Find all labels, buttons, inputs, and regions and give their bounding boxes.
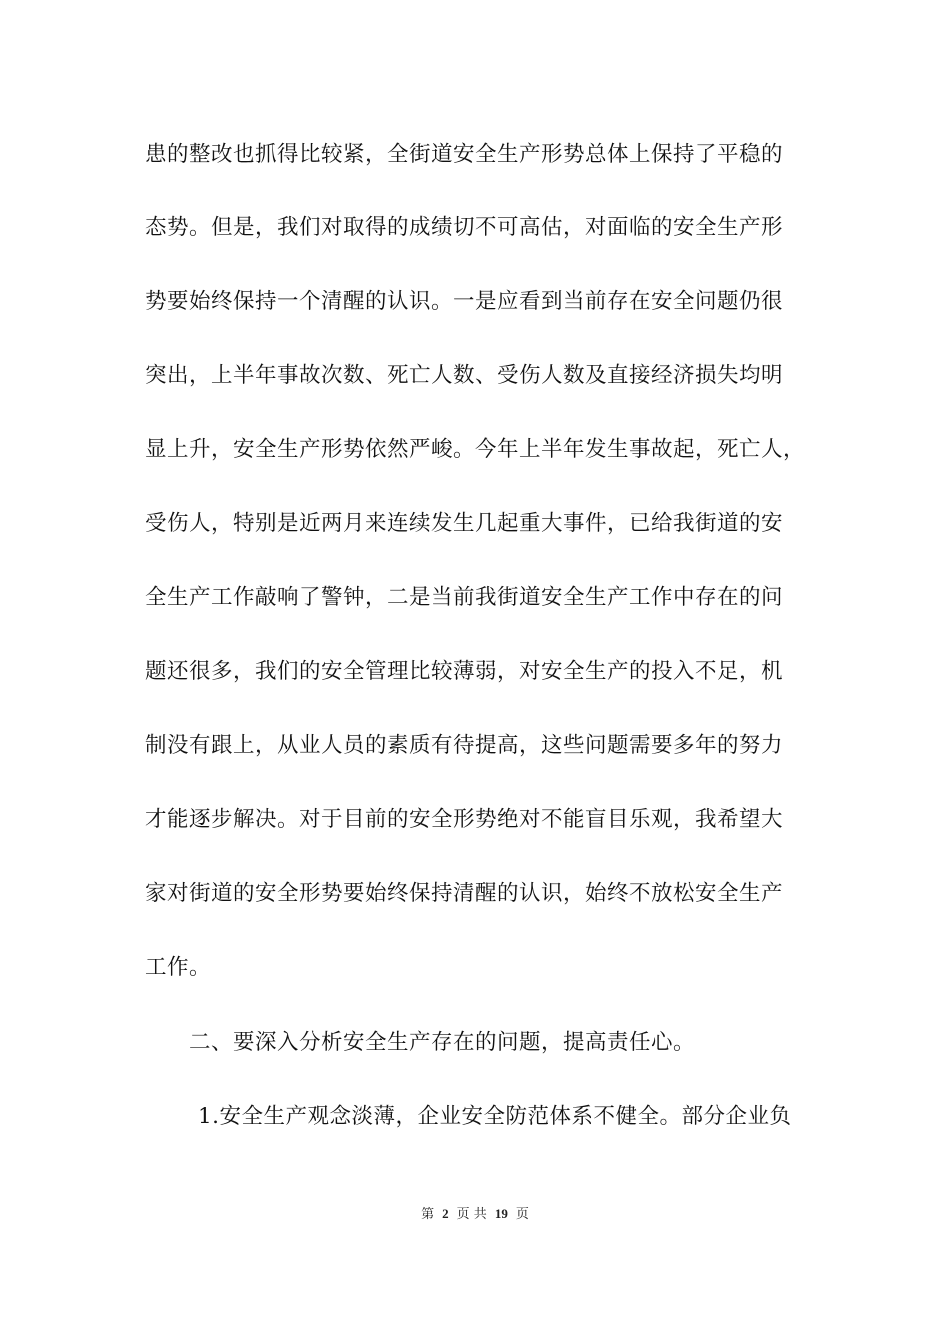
footer-suffix: 页 xyxy=(515,1207,529,1222)
body-line-9: 制没有跟上，从业人员的素质有待提高，这些问题需要多年的努力 xyxy=(145,733,784,758)
current-page-number: 2 xyxy=(442,1206,449,1221)
body-line-4: 突出，上半年事故次数、死亡人数、受伤人数及直接经济损失均明 xyxy=(145,363,784,388)
body-line-3: 势要始终保持一个清醒的认识。一是应看到当前存在安全问题仍很 xyxy=(145,289,784,314)
list-item-1: 1.安全生产观念淡薄，企业安全防范体系不健全。部分企业负 xyxy=(198,1104,792,1129)
body-line-8: 题还很多，我们的安全管理比较薄弱，对安全生产的投入不足，机 xyxy=(145,659,784,684)
body-line-10: 才能逐步解决。对于目前的安全形势绝对不能盲目乐观，我希望大 xyxy=(145,807,784,832)
page-footer xyxy=(0,1204,950,1225)
body-line-1: 患的整改也抓得比较紧，全街道安全生产形势总体上保持了平稳的 xyxy=(145,142,784,167)
footer-middle: 页 共 xyxy=(456,1207,487,1222)
total-page-number: 19 xyxy=(494,1206,508,1221)
body-line-7: 全生产工作敲响了警钟，二是当前我街道安全生产工作中存在的问 xyxy=(145,585,784,610)
body-line-6: 受伤人，特别是近两月来连续发生几起重大事件，已给我街道的安 xyxy=(145,511,784,536)
body-line-2: 态势。但是，我们对取得的成绩切不可高估，对面临的安全生产形 xyxy=(145,215,784,240)
body-line-5: 显上升，安全生产形势依然严峻。今年上半年发生事故起，死亡人， xyxy=(145,437,806,462)
body-line-11: 家对街道的安全形势要始终保持清醒的认识，始终不放松安全生产 xyxy=(145,881,784,906)
footer-prefix: 第 xyxy=(421,1207,435,1222)
body-line-12: 工作。 xyxy=(145,955,212,980)
section-heading: 二、要深入分析安全生产存在的问题，提高责任心。 xyxy=(189,1030,696,1055)
